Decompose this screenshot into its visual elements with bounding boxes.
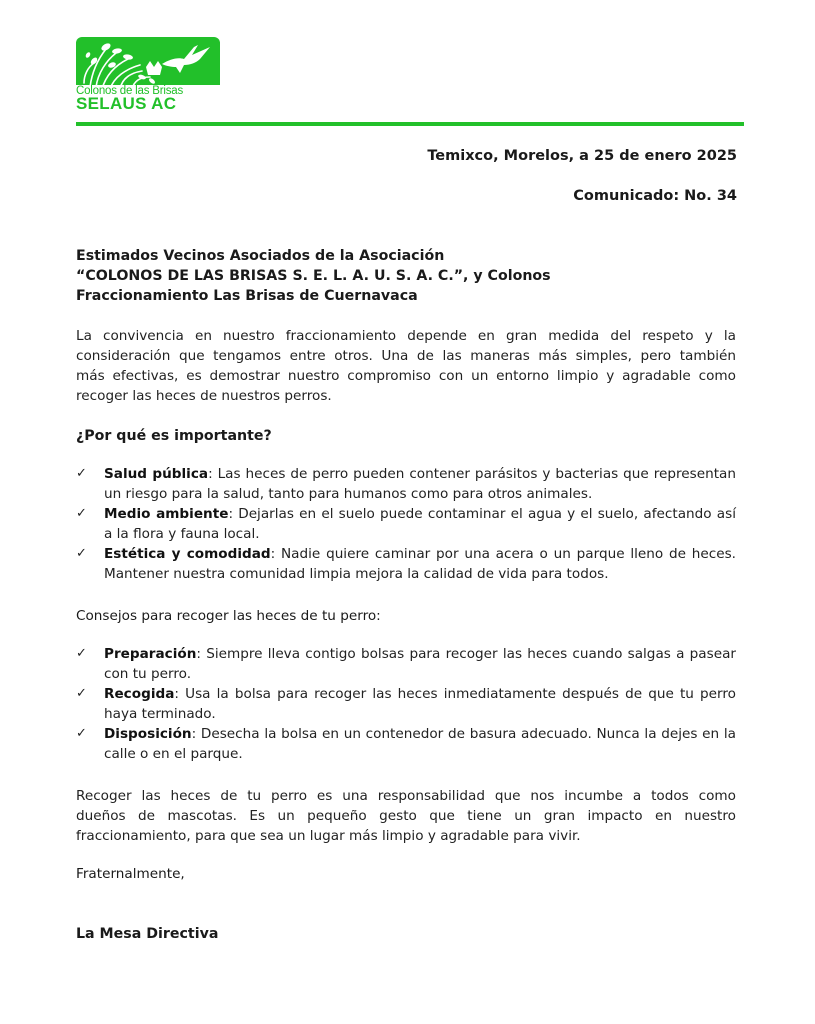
item-term: Salud pública: [104, 466, 209, 482]
communique-number: Comunicado: No. 34: [573, 188, 737, 204]
paragraph-line: recoger las heces de nuestros perros.: [76, 388, 332, 404]
list-item: [76, 644, 736, 684]
item-term: Medio ambiente: [104, 506, 229, 522]
paragraph-line: consideración que tengamos entre otros. Una de las maneras más simples, pero también: [76, 348, 736, 364]
item-text: : Dejarlas en el suelo puede contaminar el agua y el suelo, afectando así a la flora y fauna local.: [104, 506, 736, 542]
item-text: : Siempre lleva contigo bolsas para recoger las heces cuando salgas a pasear con tu perro.: [104, 646, 736, 682]
salutation-line: Estimados Vecinos Asociados de la Asociación: [76, 248, 445, 264]
item-term: Recogida: [104, 686, 175, 702]
list-item: [76, 724, 736, 764]
list-item: [76, 684, 736, 724]
place-date: Temixco, Morelos, a 25 de enero 2025: [427, 148, 737, 164]
salutation-line: Fraccionamiento Las Brisas de Cuernavaca: [76, 288, 418, 304]
header-divider: [76, 122, 744, 126]
logo-title: SELAUS AC: [76, 94, 177, 113]
item-text: : Desecha la bolsa en un contenedor de basura adecuado. Nunca la dejes en la calle o en el parque.: [104, 726, 736, 762]
paragraph-line: más efectivas, es demostrar nuestro compromiso con un entorno limpio y agradable como: [76, 368, 736, 384]
list-item: [76, 544, 736, 584]
paragraph-line: fraccionamiento, para que sea un lugar más limpio y agradable para vivir.: [76, 828, 581, 844]
salutation: [76, 246, 551, 306]
salutation-line: “COLONOS DE LAS BRISAS S. E. L. A. U. S. A. C.”, y Colonos: [76, 268, 551, 284]
hummingbird-flowers-logo-icon: [76, 37, 220, 90]
checkmark-icon: ✓: [76, 546, 87, 561]
item-text: : Nadie quiere caminar por una acera o un parque lleno de heces. Mantener nuestra comunidad limpia mejora la calidad de vida para todos.: [104, 546, 736, 582]
checkmark-icon: ✓: [76, 686, 87, 701]
paragraph-line: dueños de mascotas. Es un pequeño gesto que tiene un gran impacto en nuestro: [76, 808, 736, 824]
checkmark-icon: ✓: [76, 646, 87, 661]
conclusion-paragraph: [76, 786, 736, 846]
organization-logo: [76, 37, 220, 113]
intro-paragraph: [76, 326, 736, 406]
checkmark-icon: ✓: [76, 726, 87, 741]
tips-list: [76, 644, 736, 764]
item-term: Estética y comodidad: [104, 546, 271, 562]
checkmark-icon: ✓: [76, 506, 87, 521]
logo-emblem: [76, 37, 220, 90]
logo-subtitle: Colonos de las Brisas: [76, 85, 220, 97]
checkmark-icon: ✓: [76, 466, 87, 481]
list-item: [76, 504, 736, 544]
item-text: : Usa la bolsa para recoger las heces inmediatamente después de que tu perro haya terminado.: [104, 686, 736, 722]
item-text: : Las heces de perro pueden contener parásitos y bacterias que representan un riesgo para la salud, tanto para humanos como para otros animales.: [104, 466, 736, 502]
paragraph-line: Recoger las heces de tu perro es una responsabilidad que nos incumbe a todos como: [76, 788, 736, 804]
paragraph-line: La convivencia en nuestro fraccionamiento depende en gran medida del respeto y la: [76, 328, 736, 344]
tips-intro: Consejos para recoger las heces de tu perro:: [76, 608, 381, 624]
item-term: Disposición: [104, 726, 192, 742]
signature: La Mesa Directiva: [76, 926, 219, 942]
importance-list: [76, 464, 736, 584]
list-item: [76, 464, 736, 504]
item-term: Preparación: [104, 646, 197, 662]
closing: Fraternalmente,: [76, 866, 185, 882]
importance-heading: ¿Por qué es importante?: [76, 428, 272, 444]
